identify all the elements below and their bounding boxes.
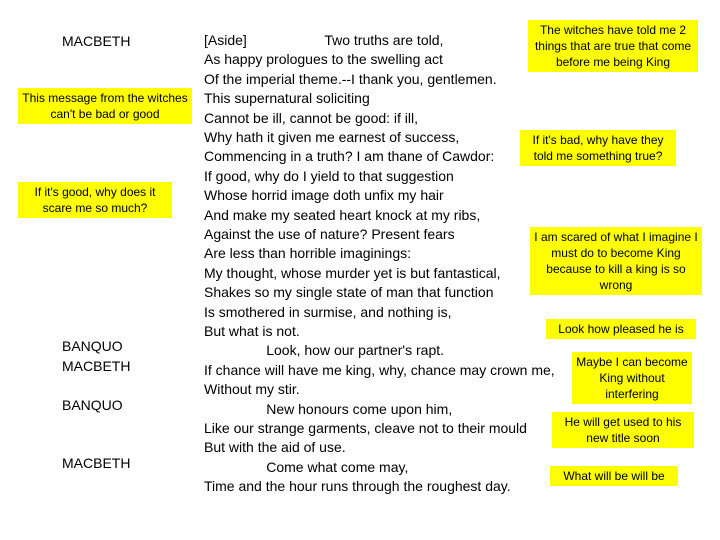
speech-line: Are less than horrible imaginings: bbox=[204, 245, 411, 261]
speech-line: Shakes so my single state of man that function bbox=[204, 284, 494, 300]
speech-line: Cannot be ill, cannot be good: if ill, bbox=[204, 110, 419, 126]
annotation-note: Maybe I can become King without interfering bbox=[572, 352, 692, 404]
speech-line: But what is not. bbox=[204, 323, 300, 339]
speech-line: This supernatural soliciting bbox=[204, 90, 370, 106]
speaker-macbeth: MACBETH bbox=[62, 455, 131, 471]
speech-line: Whose horrid image doth unfix my hair bbox=[204, 187, 444, 203]
speech-line: And make my seated heart knock at my ribs, bbox=[204, 207, 481, 223]
speech-line: Like our strange garments, cleave not to their mould bbox=[204, 420, 527, 436]
speech-line: Commencing in a truth? I am thane of Cawdor: bbox=[204, 148, 495, 164]
speech-line: But with the aid of use. bbox=[204, 439, 346, 455]
annotation-note: Look how pleased he is bbox=[546, 319, 696, 339]
speaker-macbeth: MACBETH bbox=[62, 358, 131, 374]
annotation-note: He will get used to his new title soon bbox=[552, 412, 694, 448]
speech-line: My thought, whose murder yet is but fantastical, bbox=[204, 265, 501, 281]
speaker-banquo: BANQUO bbox=[62, 397, 123, 413]
annotation-note: This message from the witches can't be bad or good bbox=[18, 88, 192, 124]
annotation-note: If it's bad, why have they told me something true? bbox=[520, 130, 676, 166]
speech-line: [Aside] Two truths are told, bbox=[204, 32, 444, 48]
speech-line: Time and the hour runs through the roughest day. bbox=[204, 478, 511, 494]
speech-line: As happy prologues to the swelling act bbox=[204, 51, 443, 67]
speech-line: Against the use of nature? Present fears bbox=[204, 226, 455, 242]
speaker-banquo: BANQUO bbox=[62, 338, 123, 354]
annotation-note: I am scared of what I imagine I must do to become King because to kill a king is so wrong bbox=[530, 227, 702, 295]
speech-line: Why hath it given me earnest of success, bbox=[204, 129, 460, 145]
speaker-macbeth: MACBETH bbox=[62, 33, 131, 49]
annotation-note: If it's good, why does it scare me so much? bbox=[18, 182, 172, 218]
speech-line: Come what come may, bbox=[204, 459, 409, 475]
speech-line: New honours come upon him, bbox=[204, 401, 453, 417]
speech-line: Look, how our partner's rapt. bbox=[204, 342, 445, 358]
speech-line: If chance will have me king, why, chance may crown me, bbox=[204, 362, 555, 378]
speech-line: Without my stir. bbox=[204, 381, 300, 397]
annotation-note: What will be will be bbox=[550, 466, 678, 486]
speech-line: Is smothered in surmise, and nothing is, bbox=[204, 304, 452, 320]
annotation-note: The witches have told me 2 things that are true that come before me being King bbox=[528, 20, 698, 72]
speech-line: If good, why do I yield to that suggestion bbox=[204, 168, 454, 184]
speech-line: Of the imperial theme.--I thank you, gentlemen. bbox=[204, 71, 497, 87]
